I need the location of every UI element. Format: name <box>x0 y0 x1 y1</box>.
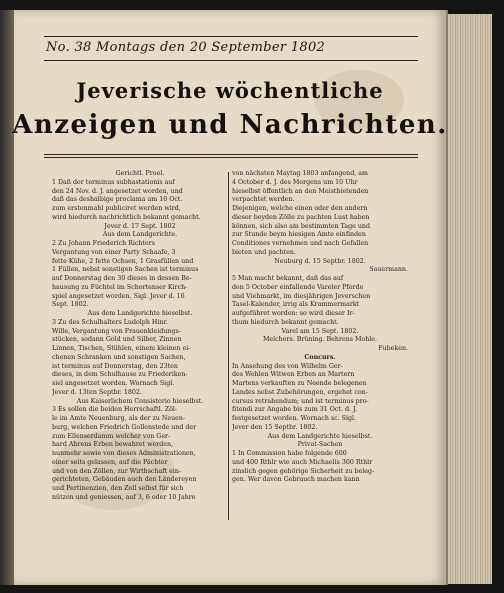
text-line: Aus dem Landgerichte hieselbst. <box>267 432 373 440</box>
text-line: einer seits gelassen, auf die Pächter <box>52 458 168 466</box>
text-line: und Viehmarkt, im diesjährigen Jeverschen <box>232 292 371 300</box>
text-line: Wille, Vergantung von Frauenkleidungs- <box>52 327 181 335</box>
text-line: verpachtet werden. <box>232 196 295 204</box>
text-line: Neuburg d. 15 Septbr. 1802. <box>274 257 366 265</box>
text-line: Jever d. 17 Sept. 1802 <box>104 222 176 230</box>
text-line: hausung zu Füchtel im Schortenser Kirch- <box>52 283 188 291</box>
right-text-column <box>232 170 408 485</box>
text-line: Jever d. 13ten Septbr. 1802. <box>52 388 142 396</box>
text-line: Landes nebst Zubehörungen, ergehet con- <box>232 388 368 396</box>
text-line: des Wehlen Witwen Erben an Martern <box>232 371 355 379</box>
text-line: 3 Es sollen die beiden Herrschaftl. Zöl- <box>52 406 178 414</box>
text-line: 1 Füllen, nebst sonstigen Sachen ist terminus <box>52 266 199 274</box>
text-line: Fubeken. <box>378 345 408 352</box>
text-line: zinslich gegen gehörige Sicherheit zu beleg- <box>232 467 375 475</box>
masthead-rule <box>44 154 418 155</box>
text-line: Tasel-Kalender, irrig als Krammermarkt <box>232 301 360 309</box>
text-line: aufgeführet worden: so wird dieser Ir- <box>232 310 355 317</box>
text-line: Melchers. Brüning. Behrens Mohle. <box>262 336 378 344</box>
text-line: Diejenigen, welche einen oder den andern <box>232 205 368 212</box>
text-line: le im Amte Neuenburg, als der zu Neuen- <box>52 415 186 422</box>
text-line: den 24 Nov. d. J. angesetzet worden, und <box>52 187 183 195</box>
text-line: 2 Zu Johann Friederich Richters <box>52 240 155 247</box>
text-line: Aus dem Landgerichte. <box>102 231 178 239</box>
text-line: 3 Zu des Schulhalters Ludolph Hinr. <box>52 318 168 326</box>
text-line: fette Kühe, 2 fette Ochsen, 1 Grasfüllen und <box>52 257 194 265</box>
text-line: Vergantung von einer Party Schaafe, 3 <box>52 248 176 256</box>
text-line: ist terminus auf Donnerstag, den 23ten <box>52 362 178 370</box>
column-divider <box>228 172 229 520</box>
text-line: nützen und geniessen, auf 3, 6 oder 10 Jahre <box>52 493 196 501</box>
text-line: auf Donnerstag den 30 dieses in dessen Be- <box>52 275 192 282</box>
text-line: cursus retrahendum; und ist terminus pro- <box>232 397 369 405</box>
text-line: und 400 Rthlr wie auch Michaelis 300 Rthlr <box>232 458 373 466</box>
text-line: Concurs. <box>304 353 336 361</box>
header-top-rule <box>44 36 418 37</box>
text-line: Conditiones vernehmen und nach Gefallen <box>232 240 369 247</box>
text-line: hard Ahrens Erben bewahret werden, <box>52 441 174 449</box>
text-line: burg, welchen Friedrich Gollenstede und der <box>52 423 197 431</box>
text-line: nunmehr sowie von dieses Administrationen, <box>52 450 196 457</box>
text-line: Linnen, Tischen, Stühlen, einem kleinen ei- <box>52 345 191 352</box>
header-bottom-rule <box>44 60 418 61</box>
masthead-line-2: Anzeigen und Nachrichten. <box>12 110 448 140</box>
left-text-column <box>52 170 228 503</box>
text-line: Aus dem Landgerichte hieselbst. <box>87 310 193 317</box>
text-line: wird hiedurch nachrichtlich bekannt gemacht. <box>52 213 201 221</box>
text-line: und Pertinenzien, den Zoll selbst für sich <box>52 485 184 492</box>
text-line: Sept. 1802. <box>52 301 89 309</box>
text-line: hieselbst öffentlich an den Meistbietenden <box>232 187 369 195</box>
text-line: dieser beyden Zölle zu pachten Lust haben <box>232 213 370 221</box>
text-line: Aus Kaiserlichem Consistorio hieselbst. <box>76 397 204 405</box>
text-line: gerichteten, Gebäuden auch den Ländereyen <box>52 476 197 484</box>
text-line: Martens verkauften zu Neende belegenen <box>232 380 367 387</box>
text-line: Varel am 15 Sept. 1802. <box>281 327 359 335</box>
text-line: thum hiedurch bekannt gemacht. <box>232 318 339 326</box>
text-line: chenen Schranken und sonstigen Sachen, <box>52 353 186 361</box>
text-line: In Ansehung des von Wilhelm Ger- <box>232 362 343 370</box>
masthead-line-1: Jeverische wöchentliche <box>76 78 384 103</box>
text-line: bieten und pachten. <box>232 248 296 256</box>
text-line: dieses, in dem Schulhause zu Friederiken- <box>52 371 188 379</box>
text-line: Sauermann. <box>369 266 408 274</box>
text-line: daß das deshalbige proclama am 10 Oct. <box>52 196 183 204</box>
text-line: fitendi zur Angabe bis zum 31 Oct. d. J. <box>232 406 358 414</box>
text-line: gen. Wer davon Gebrauch machen kann <box>232 476 360 484</box>
masthead-rule-2 <box>44 157 418 158</box>
text-line: zur Stunde beym hiesigen Amte einfinden <box>232 231 366 239</box>
text-line: zum Ellenserdamm welcher von Ger- <box>52 432 171 440</box>
text-line: den 5 October einfallende Vareler Pferde <box>232 283 364 291</box>
text-line: zum erstenmahl publiciret werden wird, <box>52 205 181 212</box>
text-line: stücken, sodann Gold und Silber, Zinnen <box>52 336 182 344</box>
text-line: können, sich also am bestimmten Tage und <box>232 222 371 230</box>
text-line: Privat-Sachen <box>297 441 343 449</box>
text-line: 1 In Commission habe folgende 600 <box>232 450 347 457</box>
text-line: Jever den 15 Septbr. 1802. <box>232 423 318 431</box>
text-line: und von den Zöllen, zur Wirthschaft ein- <box>52 467 182 475</box>
text-line: siel angesetzet worden. Wornach Sigl. <box>52 380 175 387</box>
text-line: von nächsten Maytag 1803 anfangend, am <box>232 170 368 177</box>
text-line: 4 October d. J. des Morgens um 10 Uhr <box>232 178 358 186</box>
text-line: spiel angesetzet worden. Sigl. Jever d. 16 <box>52 292 185 300</box>
text-line: 1 Daß der terminus subhastationis auf <box>52 178 175 186</box>
text-line: festgesetzet worden. Wornach sc. Sigl. <box>232 415 357 422</box>
issue-header: No. 38 Montags den 20 September 1802 <box>46 40 326 55</box>
text-line: 5 Man macht bekannt, daß das auf <box>232 275 344 282</box>
text-line: Gerichtl. Proel. <box>115 170 165 177</box>
